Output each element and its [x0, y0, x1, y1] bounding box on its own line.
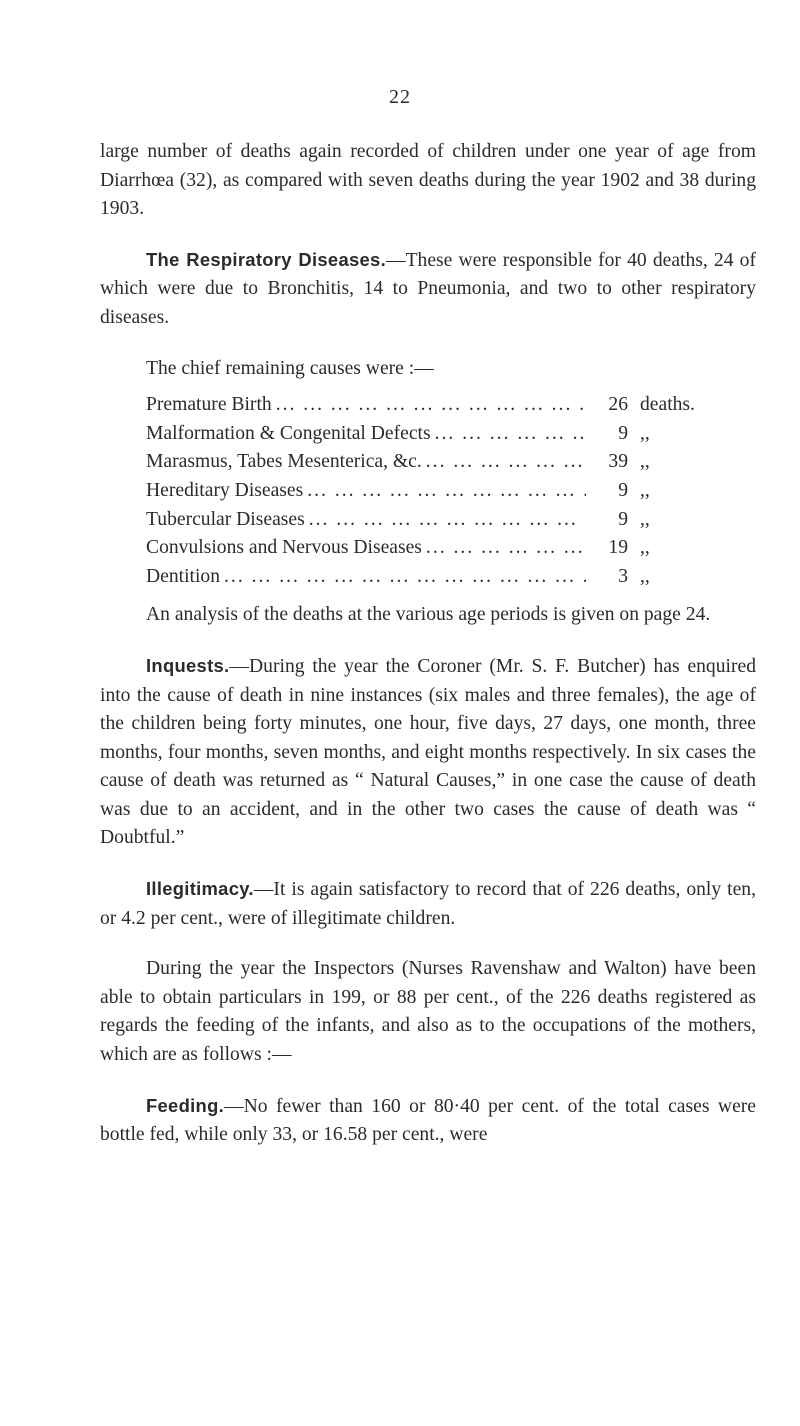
cause-count: 26: [608, 394, 628, 416]
text-illegitimacy: —It is again satisfactory to record that of 226 deaths, only ten, or 4.2 per cent., were of illegitimate children.: [100, 879, 756, 929]
paragraph-inspectors: During the year the Inspectors (Nurses Ravenshaw and Walton) have been able to obtain particulars in 199, or 88 per cent., of the 226 deaths registered as regards the feeding of the infants, and also as to the occupations of the mothers, which are as follows :—: [100, 958, 756, 1066]
cause-unit: ,,: [640, 422, 650, 444]
cause-unit: deaths.: [640, 394, 695, 416]
paragraph-feeding: [100, 1092, 756, 1150]
heading-inquests: Inquests.: [146, 654, 230, 676]
cause-row: [146, 477, 726, 506]
leader-dots: [431, 420, 586, 449]
cause-row: [146, 391, 726, 420]
cause-unit: ,,: [640, 479, 650, 501]
text-respiratory: —These were responsible for 40 deaths, 24 of which were due to Bronchitis, 14 to Pneumonia, and two to other respiratory diseases.: [100, 249, 756, 328]
cause-count: 39: [608, 451, 628, 473]
cause-label: Tubercular Diseases: [146, 508, 305, 530]
cause-unit: ,,: [640, 451, 650, 473]
cause-label: Premature Birth: [146, 394, 272, 416]
cause-count: 3: [618, 565, 628, 587]
heading-illegitimacy: Illegitimacy.: [146, 878, 254, 900]
cause-row: [146, 420, 726, 449]
cause-row: [146, 534, 726, 563]
leader-dots: [272, 391, 586, 420]
cause-label: Convulsions and Nervous Diseases: [146, 537, 422, 559]
page-body: [100, 138, 756, 1150]
cause-row: [146, 563, 726, 592]
leader-dots: [305, 506, 586, 535]
cause-row: [146, 448, 726, 477]
cause-label: Hereditary Diseases: [146, 479, 304, 501]
leader-dots: [303, 477, 586, 506]
paragraph-age-analysis: An analysis of the deaths at the various age periods is given on page 24.: [146, 604, 711, 626]
leader-dots: [422, 534, 586, 563]
cause-row: [146, 506, 726, 535]
paragraph-inquests: [100, 652, 756, 853]
cause-unit: ,,: [640, 565, 650, 587]
cause-label: Dentition: [146, 565, 221, 587]
paragraph-illegitimacy: [100, 875, 756, 933]
heading-feeding: Feeding.: [146, 1094, 225, 1116]
page-number: 22: [389, 86, 411, 108]
leader-dots: [220, 563, 586, 592]
paragraph-diarrhoea: large number of deaths again recorded of children under one year of age from Diarrhœa (32), as compared with seven deaths during the year 1902 and 38 during 1903.: [100, 141, 756, 220]
causes-list: [146, 391, 726, 591]
cause-label: Marasmus, Tabes Mesenterica, &c.: [146, 451, 422, 473]
cause-count: 9: [618, 508, 628, 530]
cause-label: Malformation & Congenital Defects: [146, 422, 431, 444]
cause-unit: ,,: [640, 537, 650, 559]
paragraph-chief-causes-intro: The chief remaining causes were :—: [146, 357, 434, 379]
paragraph-respiratory: [100, 246, 756, 333]
leader-dots: [422, 448, 586, 477]
heading-respiratory-diseases: The Respiratory Diseases.: [146, 248, 386, 270]
text-feeding: —No fewer than 160 or 80·40 per cent. of the total cases were bottle fed, while only 33, or 16.58 per cent., were: [100, 1095, 756, 1146]
cause-unit: ,,: [640, 508, 650, 530]
cause-count: 9: [618, 422, 628, 444]
text-inquests: —During the year the Coroner (Mr. S. F. Butcher) has enquired into the cause of death in nine instances (six males and three females), the age of the children being forty minutes, one hour, five days, 27 days, one month, three months, four months, seven months, and eight months respectively. In six cases the cause of death was returned as “ Natural Causes,” in one case the cause of death was due to an accident, and in the other two cases the cause of death was “ Doubtful.”: [100, 655, 756, 849]
cause-count: 9: [618, 479, 628, 501]
cause-count: 19: [608, 537, 628, 559]
